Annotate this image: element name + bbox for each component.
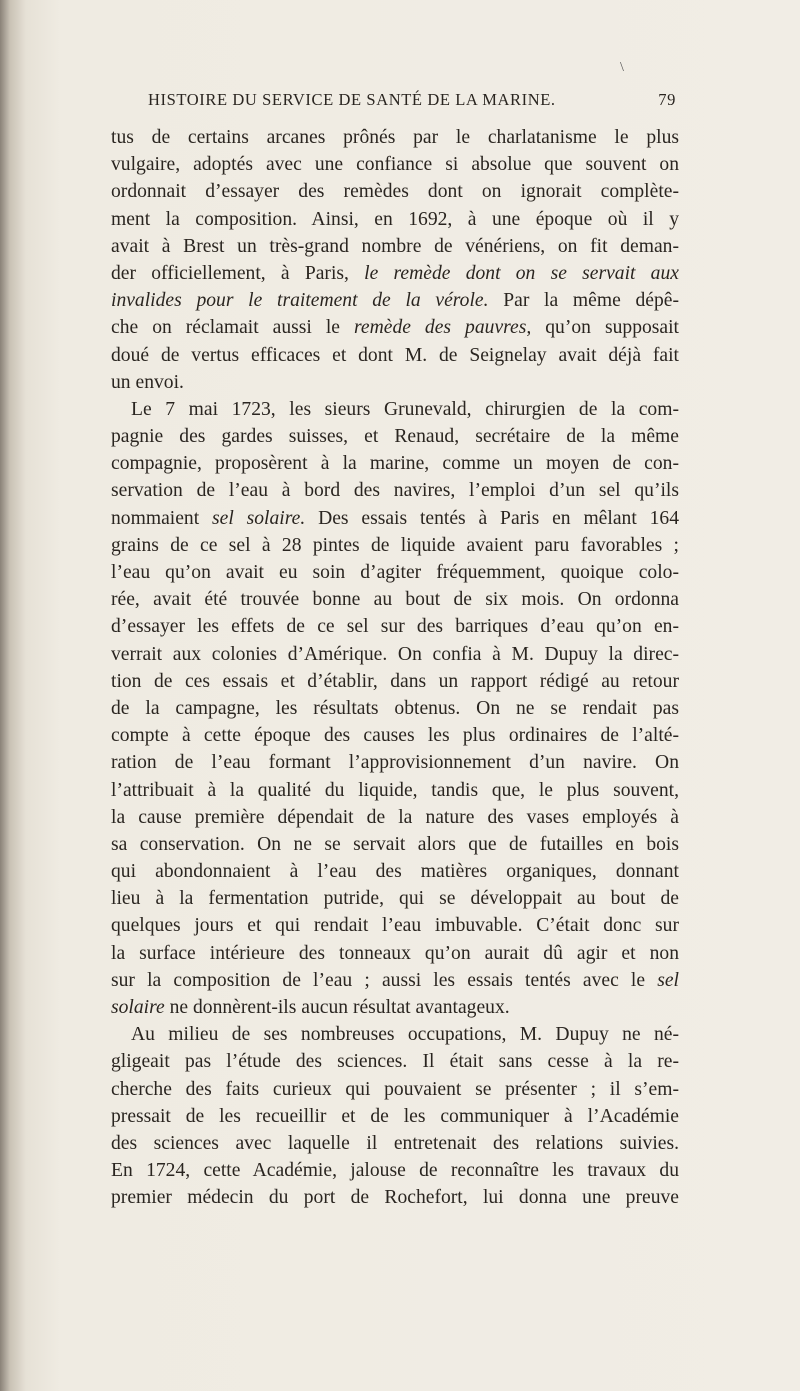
line-text: d’essayer les effets de ce sel sur des barriques d’eau qu’on en- bbox=[111, 616, 679, 638]
text-line bbox=[111, 124, 679, 151]
line-text: qu’on supposait bbox=[531, 317, 679, 339]
text-line bbox=[111, 423, 679, 450]
line-text: l’attribuait à la qualité du liquide, tandis que, le plus souvent, bbox=[111, 779, 679, 801]
italic-text: sel solaire. bbox=[212, 507, 306, 529]
line-text: verrait aux colonies d’Amérique. On confia à M. Dupuy la direc- bbox=[111, 643, 679, 665]
text-line bbox=[111, 1076, 679, 1103]
text-line bbox=[111, 287, 679, 314]
text-line bbox=[111, 260, 679, 287]
line-text: En 1724, cette Académie, jalouse de reconnaître les travaux du bbox=[111, 1160, 679, 1182]
line-text: compagnie, proposèrent à la marine, comme un moyen de con- bbox=[111, 453, 679, 475]
text-line bbox=[111, 178, 679, 205]
text-line bbox=[111, 1157, 679, 1184]
line-text: ne donnèrent-ils aucun résultat avantageux. bbox=[164, 997, 510, 1018]
text-line bbox=[111, 1130, 679, 1157]
line-text: sur la composition de l’eau ; aussi les essais tentés avec le bbox=[111, 969, 658, 991]
text-line bbox=[111, 777, 679, 804]
text-line bbox=[111, 613, 679, 640]
line-text: compte à cette époque des causes les plus ordinaires de l’alté- bbox=[111, 725, 679, 747]
line-text: un envoi. bbox=[111, 371, 184, 393]
text-line bbox=[111, 559, 679, 586]
line-text: qui abondonnaient à l’eau des matières organiques, donnant bbox=[111, 861, 679, 883]
text-line bbox=[111, 450, 679, 477]
page-header bbox=[146, 90, 676, 114]
text-line bbox=[111, 1184, 679, 1211]
text-line bbox=[111, 749, 679, 776]
line-text: avait à Brest un très-grand nombre de vénériens, on fit deman- bbox=[111, 235, 679, 257]
text-line bbox=[111, 831, 679, 858]
text-line bbox=[111, 967, 679, 994]
text-line bbox=[111, 206, 679, 233]
line-text: l’eau qu’on avait eu soin d’agiter fréquemment, quoique colo- bbox=[111, 562, 679, 583]
line-text: der officiellement, à Paris, bbox=[111, 262, 365, 284]
text-line bbox=[111, 369, 679, 396]
text-line bbox=[111, 858, 679, 885]
line-text: grains de ce sel à 28 pintes de liquide avaient paru favorables ; bbox=[111, 534, 679, 556]
text-line bbox=[111, 668, 679, 695]
line-text: Le 7 mai 1723, les sieurs Grunevald, chirurgien de la com- bbox=[131, 398, 679, 420]
text-line bbox=[111, 396, 679, 423]
text-line bbox=[111, 532, 679, 559]
text-line bbox=[111, 1103, 679, 1130]
italic-text: le remède dont on se servait aux bbox=[364, 262, 679, 284]
italic-text: remède des pauvres, bbox=[354, 317, 532, 339]
line-text: ration de l’eau formant l’approvisionnement d’un navire. On bbox=[111, 752, 679, 774]
italic-text: sel bbox=[657, 969, 679, 991]
text-line bbox=[111, 505, 679, 532]
line-text: premier médecin du port de Rochefort, lui donna une preuve bbox=[111, 1187, 679, 1209]
text-line bbox=[111, 912, 679, 939]
text-line bbox=[111, 994, 679, 1021]
line-text: doué de vertus efficaces et dont M. de Seignelay avait déjà fait bbox=[111, 344, 679, 366]
line-text: ment la composition. Ainsi, en 1692, à une époque où il y bbox=[111, 208, 679, 230]
line-text: tus de certains arcanes prônés par le charlatanisme le plus bbox=[111, 127, 679, 148]
text-line bbox=[111, 314, 679, 341]
line-text: pressait de les recueillir et de les communiquer à l’Académie bbox=[111, 1105, 679, 1127]
line-text: cherche des faits curieux qui pouvaient se présenter ; il s’em- bbox=[111, 1078, 679, 1100]
line-text: Des essais tentés à Paris en mêlant 164 bbox=[305, 507, 679, 529]
line-text: lieu à la fermentation putride, qui se développait au bout de bbox=[111, 888, 679, 910]
line-text: servation de l’eau à bord des navires, l’emploi d’un sel qu’ils bbox=[111, 480, 679, 502]
text-line bbox=[111, 477, 679, 504]
text-line bbox=[111, 641, 679, 668]
line-text: de la campagne, les résultats obtenus. On ne se rendait pas bbox=[111, 697, 679, 719]
line-text: Par la même dépê- bbox=[488, 290, 679, 312]
text-line bbox=[111, 586, 679, 613]
page-number: 79 bbox=[658, 90, 676, 109]
line-text: gligeait pas l’étude des sciences. Il était sans cesse à la re- bbox=[111, 1051, 679, 1073]
text-line bbox=[111, 804, 679, 831]
line-text: nommaient bbox=[111, 507, 213, 529]
text-line bbox=[111, 1048, 679, 1075]
line-text: che on réclamait aussi le bbox=[111, 317, 354, 339]
line-text: la cause première dépendait de la nature des vases employés à bbox=[111, 806, 679, 828]
text-line bbox=[111, 342, 679, 369]
text-line bbox=[111, 233, 679, 260]
line-text: tion de ces essais et d’établir, dans un rapport rédigé au retour bbox=[111, 670, 679, 692]
text-line bbox=[111, 885, 679, 912]
line-text: sa conservation. On ne se servait alors que de futailles en bois bbox=[111, 833, 679, 855]
running-title: HISTOIRE DU SERVICE DE SANTÉ DE LA MARINE. bbox=[148, 90, 556, 109]
italic-text: invalides pour le traitement de la vérole. bbox=[111, 290, 489, 312]
line-text: la surface intérieure des tonneaux qu’on aurait dû agir et non bbox=[111, 942, 679, 964]
body-text bbox=[111, 124, 679, 1212]
line-text: vulgaire, adoptés avec une confiance si absolue que souvent on bbox=[111, 154, 679, 176]
stray-mark: \ bbox=[620, 60, 624, 75]
text-line bbox=[111, 722, 679, 749]
line-text: Au milieu de ses nombreuses occupations, M. Dupuy ne né- bbox=[131, 1024, 679, 1046]
line-text: des sciences avec laquelle il entretenait des relations suivies. bbox=[111, 1132, 679, 1154]
text-line bbox=[111, 940, 679, 967]
line-text: rée, avait été trouvée bonne au bout de six mois. On ordonna bbox=[111, 589, 679, 611]
text-line bbox=[111, 695, 679, 722]
text-line bbox=[111, 151, 679, 178]
text-line bbox=[111, 1021, 679, 1048]
line-text: quelques jours et qui rendait l’eau imbuvable. C’était donc sur bbox=[111, 915, 679, 937]
line-text: pagnie des gardes suisses, et Renaud, secrétaire de la même bbox=[111, 426, 679, 448]
italic-text: solaire bbox=[111, 997, 165, 1018]
line-text: ordonnait d’essayer des remèdes dont on ignorait complète- bbox=[111, 181, 679, 203]
